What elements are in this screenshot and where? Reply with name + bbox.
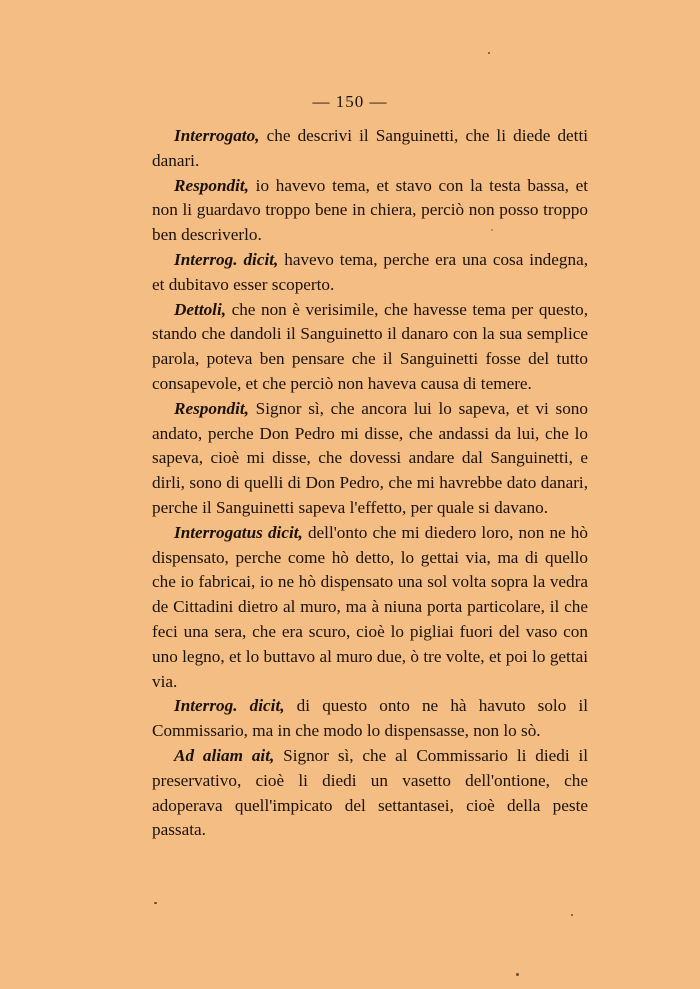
paragraph <box>152 298 588 397</box>
paragraph <box>152 174 588 248</box>
paragraph <box>152 694 588 744</box>
paragraph-text: che descrivi il Sanguinetti, che li diede detti danari. <box>152 126 588 170</box>
paragraph-lead: Dettoli, <box>174 299 227 319</box>
paragraph-lead: Interrogato, <box>174 126 260 145</box>
paragraph-text: io havevo tema, et stavo con la testa bassa, et non li guardavo troppo bene in chiera, perciò non posso troppo ben descriverlo. <box>152 175 588 245</box>
paragraph-lead: Ad aliam ait, <box>174 745 275 765</box>
paragraph-lead: Respondit, <box>174 175 249 195</box>
paragraph-text: di questo onto ne hà havuto solo il Commissario, ma in che modo lo dispensasse, non lo sò. <box>152 696 588 741</box>
paper-speck <box>488 52 490 54</box>
paragraph <box>152 521 588 695</box>
paragraph <box>152 397 588 521</box>
paragraph-text: dell'onto che mi diedero loro, non ne hò dispensato, perche come hò detto, lo gettai via, ma di quello che io fabricai, io ne hò dispensato una sol volta sopra la vedra de Cittadini dietro al muro, ma à niuna porta particolare, il che feci una sera, che era scuro, cioè lo pigliai fuori del vaso con uno legno, et lo buttavo al muro due, ò tre volte, et poi lo gettai via. <box>152 522 588 691</box>
paper-speck <box>516 973 519 976</box>
paragraph-text: Signor sì, che ancora lui lo sapeva, et vi sono andato, perche Don Pedro mi disse, che andassi da lui, che lo sapeva, cioè mi disse, che dovessi andare dal Sanguinetti, e dirli, sono di quelli di Don Pedro, che mi havrebbe dato danari, perche il Sanguinetti sapeva l'effetto, per quale si davano. <box>152 398 588 517</box>
paragraph-lead: Interrogatus dicit, <box>174 522 303 542</box>
paragraph-text: che non è verisimile, che havesse tema per questo, stando che dandoli il Sanguinetto il danaro con la sua semplice parola, poteva ben pensare che il Sanguinetti fosse del tutto consapevole, et che perciò non haveva causa di temere. <box>152 299 588 393</box>
paper-speck <box>571 914 573 916</box>
paragraph <box>152 248 588 298</box>
paragraph-lead: Interrog. dicit, <box>174 249 279 269</box>
paragraph <box>152 744 588 843</box>
paragraph-lead: Interrog. dicit, <box>174 696 285 716</box>
paper-speck <box>491 229 493 231</box>
page-number: — 150 — <box>312 92 388 111</box>
page-body <box>152 124 588 843</box>
paper-speck <box>154 902 157 904</box>
paragraph-lead: Respondit, <box>174 398 249 418</box>
paragraph-text: Signor sì, che al Commissario li diedi il preservativo, cioè li diedi un vasetto dell'ontione, che adoperava quell'impicato del settantasei, cioè della peste passata. <box>152 745 589 840</box>
paragraph <box>152 124 588 174</box>
paragraph-text: havevo tema, perche era una cosa indegna, et dubitavo esser scoperto. <box>152 249 589 294</box>
